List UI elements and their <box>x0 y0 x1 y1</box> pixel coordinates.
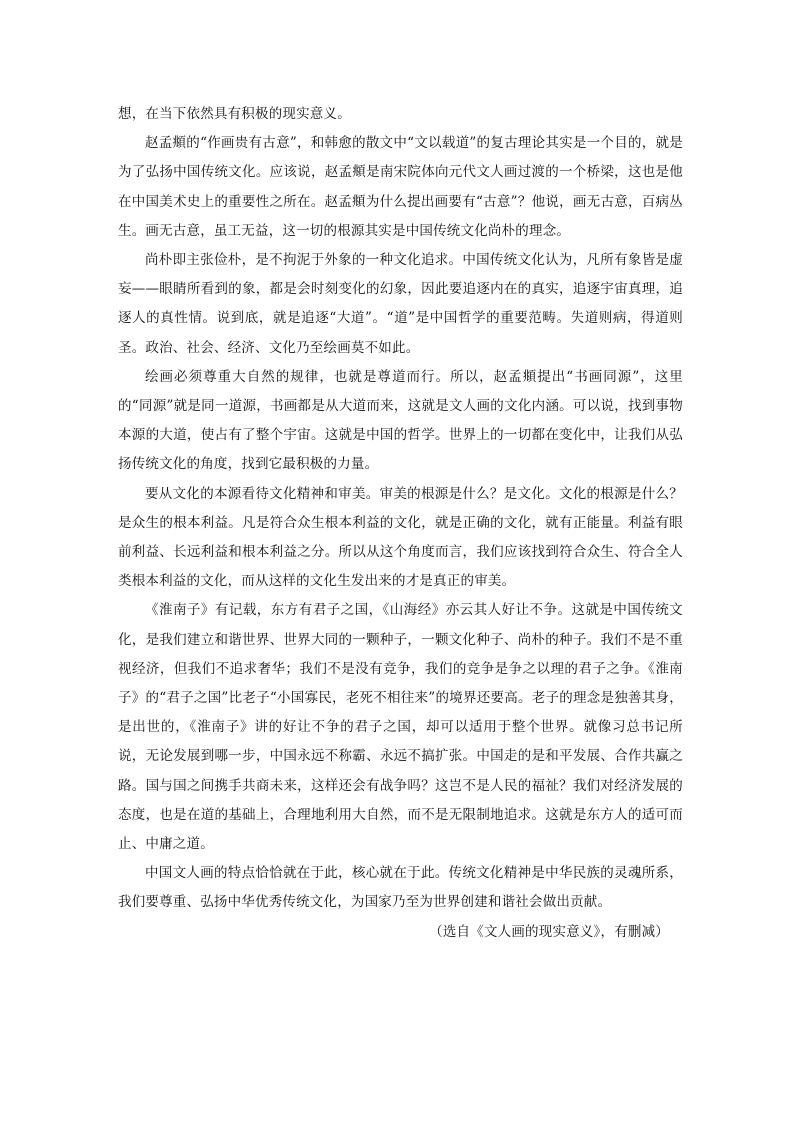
paragraph-3: 尚朴即主张俭朴，是不拘泥于外象的一种文化追求。中国传统文化认为，凡所有象皆是虚妄——眼睛所看到的象，都是会时刻变化的幻象，因此要追逐内在的真实，追逐宇宙真理，追逐人的真性情。说到底，就是追逐“大道”。“道”是中国哲学的重要范畴。失道则病，得道则圣。政治、社会、经济、文化乃至绘画莫不如此。 <box>118 252 683 356</box>
paragraph-1: 想，在当下依然具有积极的现实意义。 <box>118 106 351 122</box>
paragraph-2: 赵孟頫的“作画贵有古意”，和韩愈的散文中“文以载道”的复古理论其实是一个目的，就是为了弘扬中国传统文化。应该说，赵孟頫是南宋院体向元代文人画过渡的一个桥梁，这也是他在中国美术史上的重要性之所在。赵孟頫为什么提出画要有“古意”？他说，画无古意，百病丛生。画无古意，虽工无益，这一切的根源其实是中国传统文化尚朴的理念。 <box>118 135 683 239</box>
paragraph-5: 要从文化的本源看待文化精神和审美。审美的根源是什么？是文化。文化的根源是什么？是众生的根本利益。凡是符合众生根本利益的文化，就是正确的文化，就有正能量。利益有眼前利益、长远利益和根本利益之分。所以从这个角度而言，我们应该找到符合众生、符合全人类根本利益的文化，而从这样的文化生发出来的才是真正的审美。 <box>118 485 683 590</box>
paragraph-4: 绘画必须尊重大自然的规律，也就是尊道而行。所以，赵孟頫提出“书画同源”，这里的“同源”就是同一道源，书画都是从大道而来，这就是文人画的文化内涵。可以说，找到事物本源的大道，使占有了整个宇宙。这就是中国的哲学。世界上的一切都在变化中，让我们从弘扬传统文化的角度，找到它最积极的力量。 <box>118 368 683 473</box>
article-body <box>118 100 683 947</box>
source-note: （选自《文人画的现实意义》，有删减） <box>429 923 669 940</box>
paragraph-7: 中国文人画的特点恰恰就在于此，核心就在于此。传统文化精神是中华民族的灵魂所系，我们要尊重、弘扬中华优秀传统文化，为国家乃至为世界创建和谐社会做出贡献。 <box>118 865 683 911</box>
paragraph-6: 《淮南子》有记载，东方有君子之国，《山海经》亦云其人好让不争。这就是中国传统文化，是我们建立和谐世界、世界大同的一颗种子，一颗文化种子、尚朴的种子。我们不是不重视经济，但我们不追求奢华；我们不是没有竞争，我们的竞争是争之以理的君子之争。《淮南子》的“君子之国”比老子“小国寡民，老死不相往来”的境界还要高。老子的理念是独善其身，是出世的，《淮南子》讲的好让不争的君子之国，却可以适用于整个世界。就像习总书记所说，无论发展到哪一步，中国永远不称霸、永远不搞扩张。中国走的是和平发展、合作共赢之路。国与国之间携手共商未来，这样还会有战争吗？这岂不是人民的福祉？我们对经济发展的态度，也是在道的基础上，合理地利用大自然，而不是无限制地追求。这就是东方人的适可而止、中庸之道。 <box>118 602 683 853</box>
